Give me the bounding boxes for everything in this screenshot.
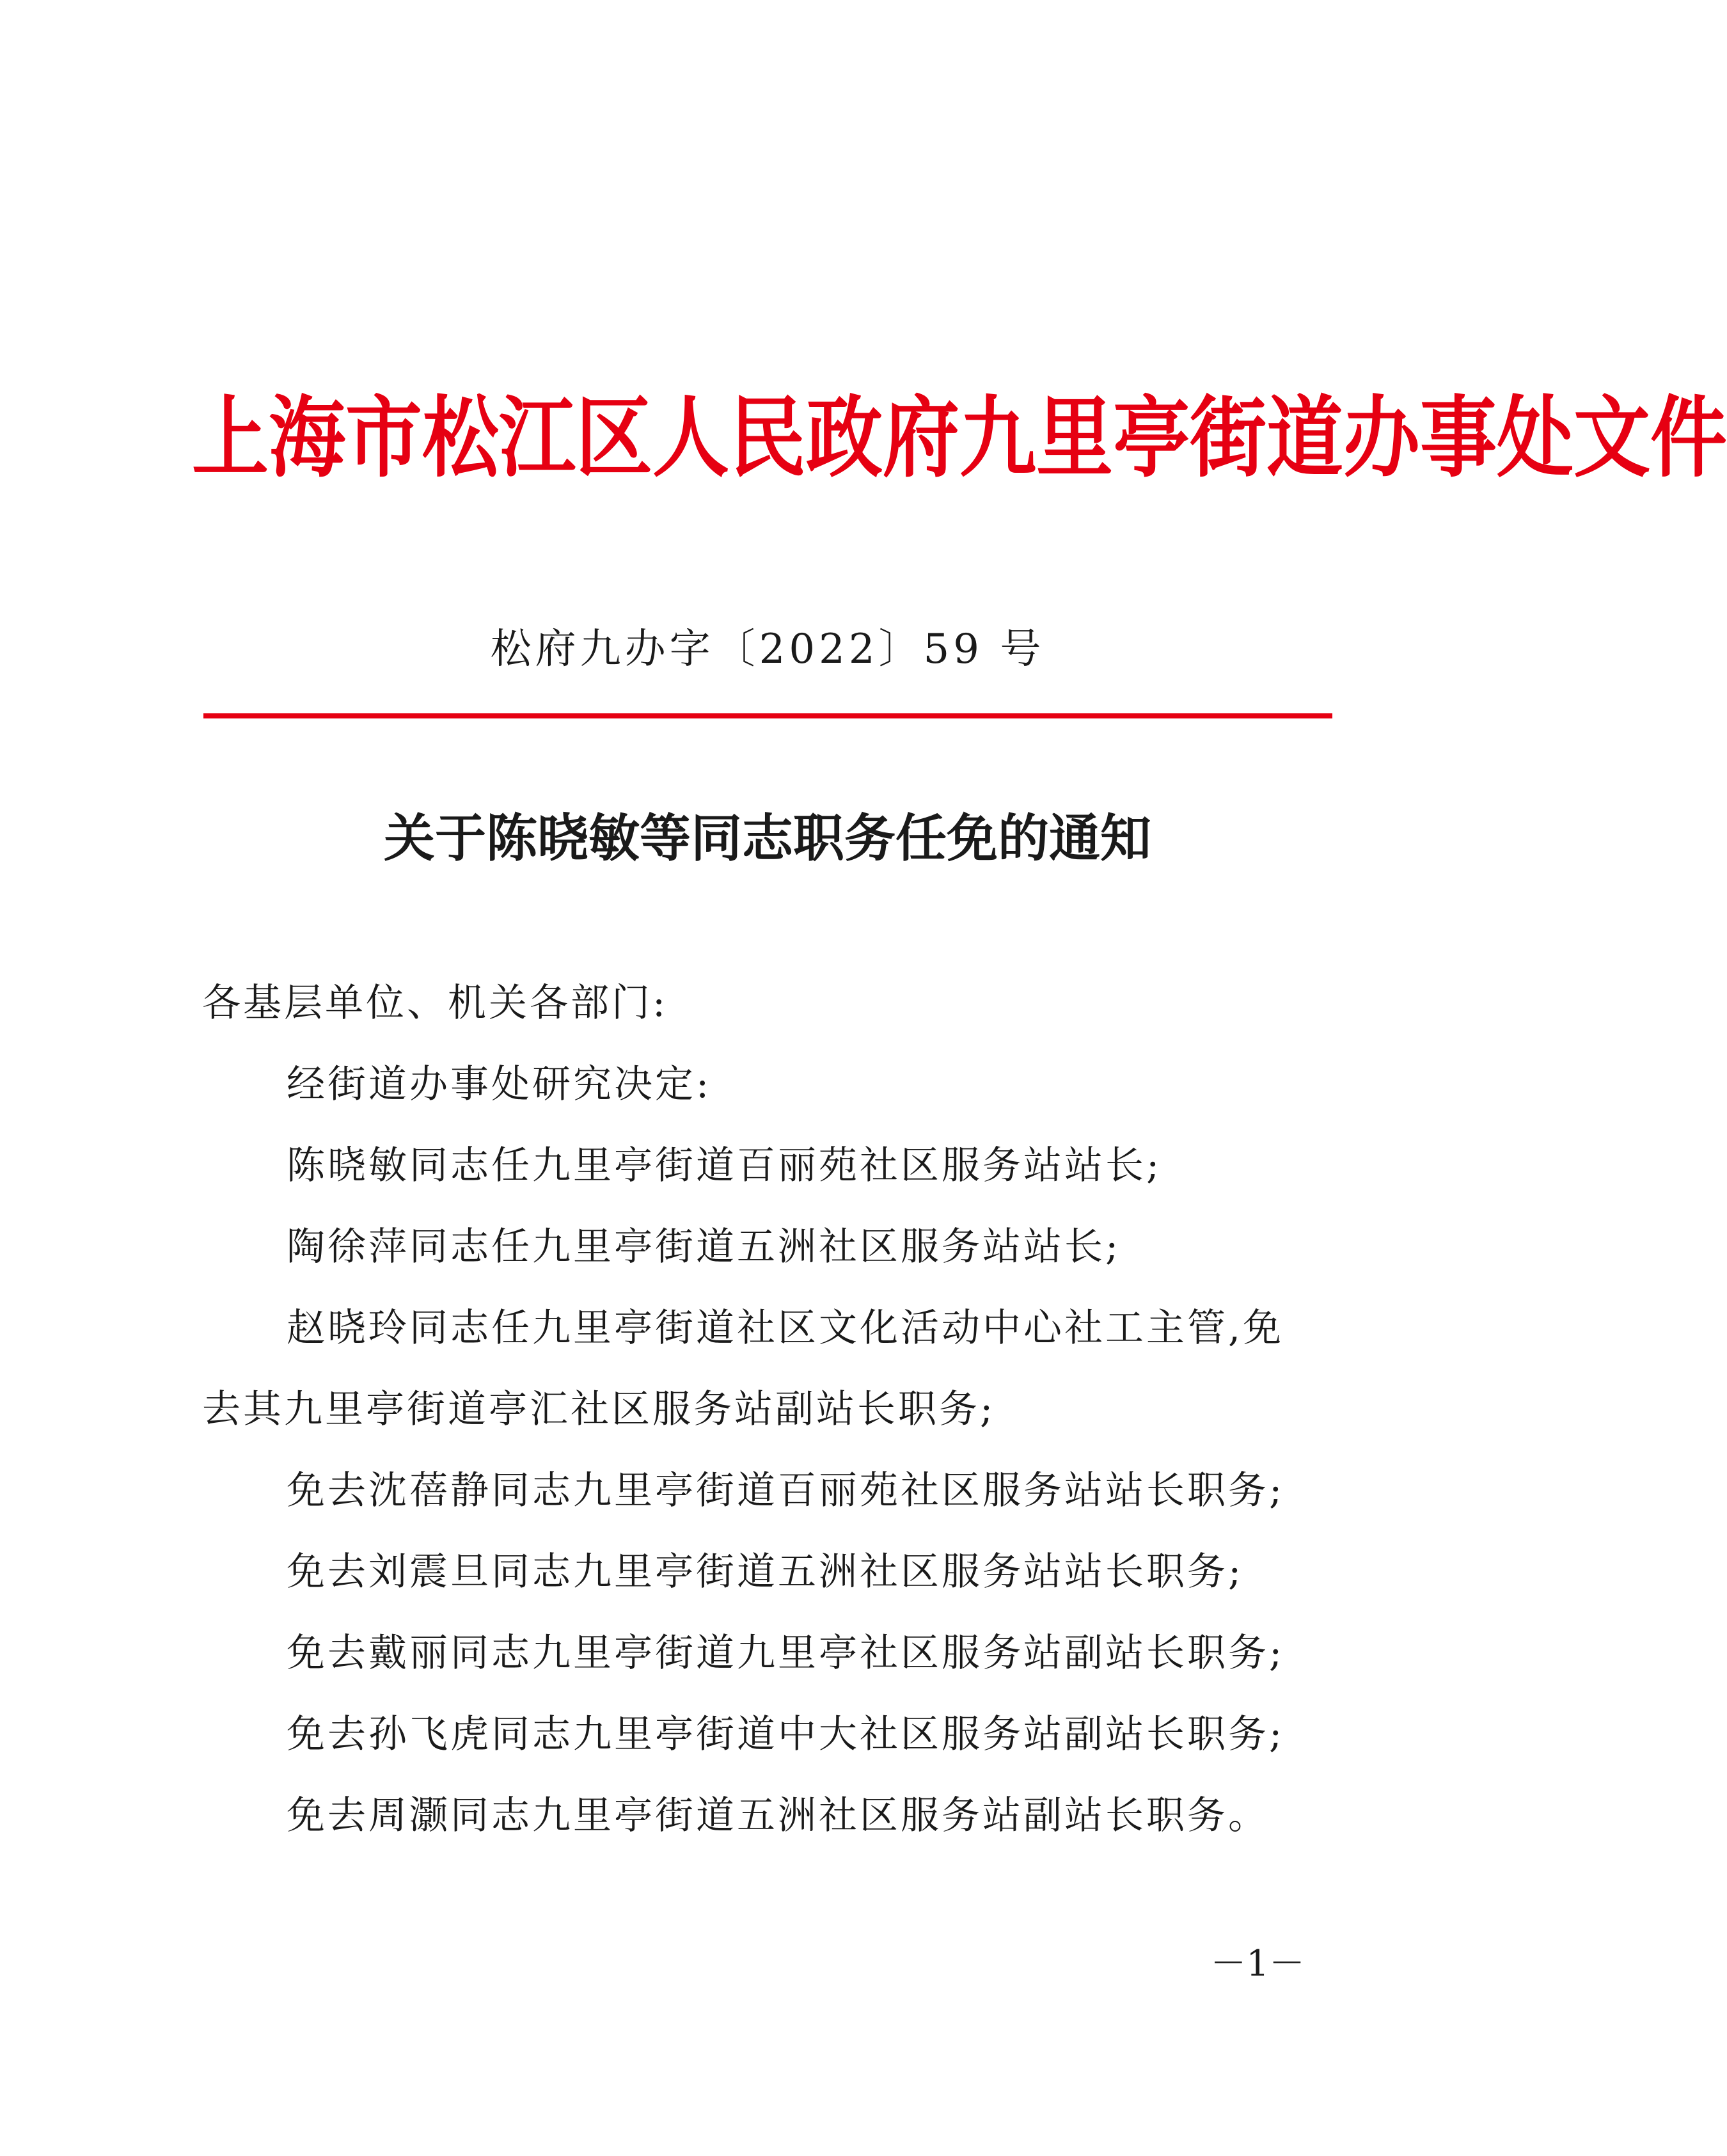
dismissal-item: 免去孙飞虎同志九里亭街道中大社区服务站副站长职务; xyxy=(287,1712,1285,1757)
header-red-rule xyxy=(203,713,1332,718)
intro-line: 经街道办事处研究决定: xyxy=(287,1062,712,1107)
page-number: －1－ xyxy=(1210,1943,1305,1985)
dismissal-item: 免去周灏同志九里亭街道五洲社区服务站副站长职务。 xyxy=(287,1793,1269,1838)
issuer-header: 上海市松江区人民政府九里亭街道办事处文件 xyxy=(192,386,1727,490)
appointment-item: 陈晓敏同志任九里亭街道百丽苑社区服务站站长; xyxy=(287,1143,1162,1188)
appointment-item: 陶徐萍同志任九里亭街道五洲社区服务站站长; xyxy=(287,1225,1121,1269)
document-title: 关于陈晓敏等同志职务任免的通知 xyxy=(384,808,1151,868)
appointment-item: 赵晓玲同志任九里亭街道社区文化活动中心社工主管,免 xyxy=(287,1306,1284,1351)
dismissal-item: 免去戴丽同志九里亭街道九里亭社区服务站副站长职务; xyxy=(287,1631,1285,1676)
dismissal-item: 免去沈蓓静同志九里亭街道百丽苑社区服务站站长职务; xyxy=(287,1468,1285,1513)
addressee-line: 各基层单位、机关各部门: xyxy=(202,981,668,1026)
appointment-item-continuation: 去其九里亭街道亭汇社区服务站副站长职务; xyxy=(202,1387,996,1432)
dismissal-item: 免去刘震旦同志九里亭街道五洲社区服务站站长职务; xyxy=(287,1550,1244,1594)
document-body xyxy=(202,963,1334,1857)
document-number: 松府九办字〔2022〕59 号 xyxy=(490,626,1045,673)
